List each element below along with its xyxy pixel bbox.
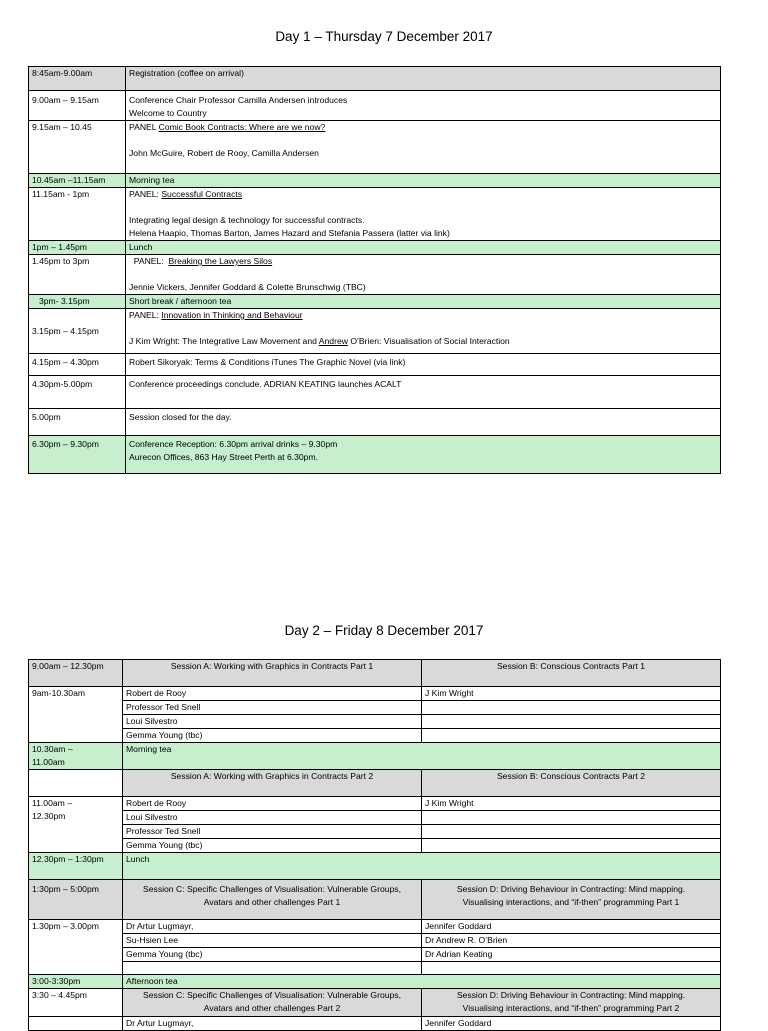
speaker-cell: Gemma Young (tbc)	[123, 948, 422, 962]
time-cell: 11.15am - 1pm	[29, 188, 126, 241]
panel-prefix: PANEL:	[129, 189, 162, 199]
time-cell: 3pm- 3.15pm	[29, 295, 126, 309]
panel-speakers: John McGuire, Robert de Rooy, Camilla Andersen	[129, 148, 319, 158]
event-line: Welcome to Country	[129, 108, 207, 118]
table-row	[29, 91, 721, 121]
time-cell: 1:30pm – 5:00pm	[29, 880, 123, 920]
event-cell: Session closed for the day.	[126, 409, 721, 436]
event-cell	[126, 309, 721, 354]
event-cell: Robert Sikoryak: Terms & Conditions iTunes The Graphic Novel (via link)	[126, 354, 721, 376]
table-row	[29, 770, 721, 797]
speaker-cell	[422, 729, 721, 743]
speaker-cell: Loui Silvestro	[123, 811, 422, 825]
table-row	[29, 797, 721, 811]
speaker-cell	[422, 715, 721, 729]
session-d-header	[422, 989, 721, 1017]
event-cell: Lunch	[126, 241, 721, 255]
time-cell: 4.30pm-5.00pm	[29, 376, 126, 409]
time-cell: 1pm – 1.45pm	[29, 241, 126, 255]
panel-prefix: PANEL:	[129, 256, 169, 266]
speaker-cell: Dr Adrian Keating	[422, 948, 721, 962]
session-a-header: Session A: Working with Graphics in Contracts Part 2	[123, 770, 422, 797]
table-row	[29, 715, 721, 729]
table-row	[29, 67, 721, 91]
event-cell	[126, 188, 721, 241]
table-row	[29, 295, 721, 309]
table-row	[29, 839, 721, 853]
session-c-title: Avatars and other challenges Part 1	[203, 897, 341, 907]
speaker-cell: Su-Hsien Lee	[123, 934, 422, 948]
table-row	[29, 188, 721, 241]
time-line: 11.00am	[32, 757, 65, 767]
table-row	[29, 376, 721, 409]
event-cell: Morning tea	[123, 743, 721, 770]
session-b-header: Session B: Conscious Contracts Part 2	[422, 770, 721, 797]
event-cell: Conference proceedings conclude. ADRIAN KEATING launches ACALT	[126, 376, 721, 409]
table-row	[29, 948, 721, 962]
table-row	[29, 409, 721, 436]
day1-title: Day 1 – Thursday 7 December 2017	[275, 29, 493, 44]
table-row	[29, 660, 721, 687]
event-cell: Afternoon tea	[123, 975, 721, 989]
panel-title: Breaking the Lawyers Silos	[168, 256, 273, 266]
panel-prefix: PANEL	[129, 122, 159, 132]
event-line: Registration (coffee on arrival)	[129, 68, 244, 78]
time-cell: 9am-10.30am	[29, 687, 123, 743]
speaker-cell: Robert de Rooy	[123, 797, 422, 811]
table-row	[29, 729, 721, 743]
time-cell: 6.30pm – 9.30pm	[29, 436, 126, 474]
speaker-cell: Robert de Rooy	[123, 687, 422, 701]
table-row	[29, 354, 721, 376]
speaker-cell: Loui Silvestro	[123, 715, 422, 729]
table-row	[29, 174, 721, 188]
session-d-title: Session D: Driving Behaviour in Contracting: Mind mapping.	[456, 990, 686, 1000]
table-row	[29, 241, 721, 255]
time-cell	[29, 770, 123, 797]
time-cell: 5.00pm	[29, 409, 126, 436]
table-row	[29, 962, 721, 975]
time-cell: 3:30 – 4.45pm	[29, 989, 123, 1017]
panel-title: Successful Contracts	[161, 189, 243, 199]
session-a-header: Session A: Working with Graphics in Contracts Part 1	[123, 660, 422, 687]
panel-prefix: PANEL:	[129, 310, 162, 320]
session-d-title: Session D: Driving Behaviour in Contracting: Mind mapping.	[456, 884, 686, 894]
table-row	[29, 701, 721, 715]
time-cell: 12.30pm – 1:30pm	[29, 853, 123, 880]
table-row	[29, 853, 721, 880]
panel-detail: Integrating legal design & technology for successful contracts.	[129, 215, 365, 225]
time-cell: 9.00am – 12.30pm	[29, 660, 123, 687]
event-cell: Short break / afternoon tea	[126, 295, 721, 309]
speaker-cell	[422, 701, 721, 715]
event-cell	[126, 121, 721, 174]
table-row	[29, 920, 721, 934]
table-row	[29, 811, 721, 825]
event-line: Aurecon Offices, 863 Hay Street Perth at 6.30pm.	[129, 452, 319, 462]
session-d-header	[422, 880, 721, 920]
time-cell: 10.45am –11.15am	[29, 174, 126, 188]
speaker-cell	[422, 839, 721, 853]
time-cell: 4.15pm – 4.30pm	[29, 354, 126, 376]
table-row	[29, 934, 721, 948]
table-row	[29, 436, 721, 474]
time-cell: 9.15am – 10.45	[29, 121, 126, 174]
speaker-cell: J Kim Wright	[422, 797, 721, 811]
event-line: Conference Reception: 6.30pm arrival drinks – 9.30pm	[129, 439, 338, 449]
day1-schedule-table	[28, 66, 721, 474]
panel-speaker-text: J Kim Wright: The Integrative Law Movement and	[129, 336, 319, 346]
table-row	[29, 687, 721, 701]
table-row	[29, 121, 721, 174]
panel-speaker-text: O’Brien: Visualisation of Social Interaction	[347, 336, 510, 346]
table-row	[29, 975, 721, 989]
speaker-cell: Dr Andrew R. O’Brien	[422, 934, 721, 948]
event-cell	[126, 91, 721, 121]
event-cell: Lunch	[123, 853, 721, 880]
session-c-header	[123, 989, 422, 1017]
time-cell	[29, 797, 123, 853]
time-line: 11.00am –	[32, 798, 72, 808]
speaker-cell: Professor Ted Snell	[123, 825, 422, 839]
panel-speaker-name: Andrew	[318, 336, 348, 346]
table-row	[29, 825, 721, 839]
day2-schedule-table	[28, 659, 721, 1031]
speaker-cell: Dr Artur Lugmayr,	[123, 920, 422, 934]
time-cell: 9.00am – 9.15am	[29, 91, 126, 121]
table-row	[29, 309, 721, 354]
speaker-cell	[422, 962, 721, 975]
session-c-title: Avatars and other challenges Part 2	[203, 1003, 341, 1013]
panel-title: Comic Book Contracts: Where are we now?	[158, 122, 326, 132]
speaker-cell: Jennifer Goddard	[422, 1017, 721, 1031]
speaker-cell	[123, 962, 422, 975]
session-c-header	[123, 880, 422, 920]
table-row	[29, 989, 721, 1017]
speaker-cell	[422, 811, 721, 825]
panel-title: Innovation in Thinking and Behaviour	[161, 310, 303, 320]
time-cell: 3.15pm – 4.15pm	[29, 309, 126, 354]
time-cell: 1.45pm to 3pm	[29, 255, 126, 295]
speaker-cell: Gemma Young (tbc)	[123, 839, 422, 853]
panel-speakers: Jennie Vickers, Jennifer Goddard & Colette Brunschwig (TBC)	[129, 282, 366, 292]
event-cell: Morning tea	[126, 174, 721, 188]
session-c-title: Session C: Specific Challenges of Visualisation: Vulnerable Groups,	[143, 990, 401, 1000]
speaker-cell: J Kim Wright	[422, 687, 721, 701]
time-cell: 3:00-3:30pm	[29, 975, 123, 989]
panel-speakers: Helena Haapio, Thomas Barton, James Hazard and Stefania Passera (latter via link)	[129, 228, 450, 238]
session-d-title: Visualising interactions, and “if-then” programming Part 1	[462, 897, 680, 907]
time-cell: 1.30pm – 3.00pm	[29, 920, 123, 975]
speaker-cell: Jennifer Goddard	[422, 920, 721, 934]
table-row	[29, 743, 721, 770]
event-cell	[126, 67, 721, 91]
event-cell	[126, 436, 721, 474]
session-b-header: Session B: Conscious Contracts Part 1	[422, 660, 721, 687]
speaker-cell	[422, 825, 721, 839]
time-line: 12.30pm	[32, 811, 66, 821]
event-cell	[126, 255, 721, 295]
speaker-cell: Gemma Young (tbc)	[123, 729, 422, 743]
time-cell: 8:45am-9.00am	[29, 67, 126, 91]
speaker-cell: Professor Ted Snell	[123, 701, 422, 715]
session-d-title: Visualising interactions, and “if-then” programming Part 2	[462, 1003, 680, 1013]
day2-title: Day 2 – Friday 8 December 2017	[284, 623, 484, 638]
table-row	[29, 880, 721, 920]
event-line: Conference Chair Professor Camilla Andersen introduces	[129, 95, 348, 105]
speaker-cell: Dr Artur Lugmayr,	[123, 1017, 422, 1031]
session-c-title: Session C: Specific Challenges of Visualisation: Vulnerable Groups,	[143, 884, 401, 894]
table-row	[29, 255, 721, 295]
time-line: 10.30am –	[32, 744, 73, 754]
time-cell	[29, 743, 123, 770]
